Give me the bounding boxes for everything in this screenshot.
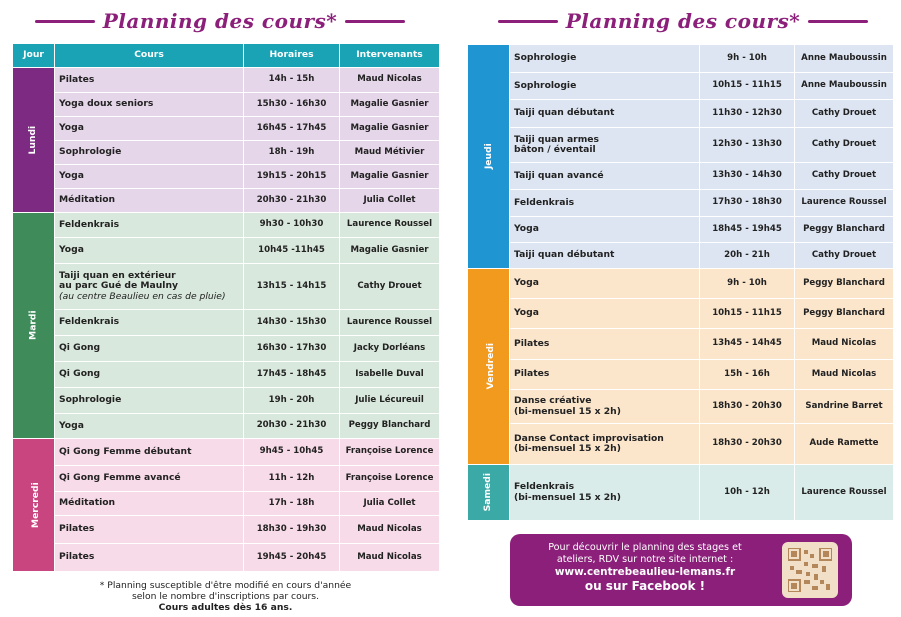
table-row xyxy=(468,73,894,100)
hours-cell: 10h45 -11h45 xyxy=(244,238,340,264)
teacher-cell: Peggy Blanchard xyxy=(795,217,894,243)
teacher-cell: Maud Nicolas xyxy=(795,360,894,390)
table-row xyxy=(13,213,440,238)
title-rule-right xyxy=(808,20,868,23)
planning-footnote xyxy=(12,580,439,613)
teacher-cell: Cathy Drouet xyxy=(795,163,894,190)
facebook-link[interactable]: ou sur Facebook ! xyxy=(584,578,706,593)
promo-text xyxy=(520,542,770,594)
course-line: Taiji quan en extérieur xyxy=(59,270,176,282)
teacher-cell: Magalie Gasnier xyxy=(340,238,440,264)
day-label-mercredi: Mercredi xyxy=(13,439,55,572)
hours-cell: 9h30 - 10h30 xyxy=(244,213,340,238)
course-cell: Pilates xyxy=(55,516,244,544)
table-row xyxy=(13,466,440,492)
course-cell: Sophrologie xyxy=(510,73,700,100)
table-row xyxy=(468,424,894,465)
title-rule-right xyxy=(345,20,405,23)
teacher-cell: Peggy Blanchard xyxy=(795,299,894,329)
course-cell-multiline xyxy=(55,264,244,310)
course-line: au parc Gué de Maulny xyxy=(59,280,178,292)
teacher-cell: Cathy Drouet xyxy=(795,243,894,269)
hours-cell: 18h45 - 19h45 xyxy=(700,217,795,243)
title-rule-left xyxy=(35,20,95,23)
course-cell-multiline xyxy=(510,424,700,465)
header-course: Cours xyxy=(55,44,244,68)
teacher-cell: Magalie Gasnier xyxy=(340,117,440,141)
course-cell: Pilates xyxy=(55,68,244,93)
course-note: (au centre Beaulieu en cas de pluie) xyxy=(59,290,226,302)
header-teacher: Intervenants xyxy=(340,44,440,68)
table-row xyxy=(468,299,894,329)
teacher-cell: Laurence Roussel xyxy=(795,465,894,521)
teacher-cell: Maud Métivier xyxy=(340,141,440,165)
hours-cell: 14h - 15h xyxy=(244,68,340,93)
course-line: Taiji quan armes xyxy=(514,133,599,145)
hours-cell: 20h - 21h xyxy=(700,243,795,269)
teacher-cell: Aude Ramette xyxy=(795,424,894,465)
title-rule-left xyxy=(498,20,558,23)
table-row xyxy=(13,68,440,93)
course-cell: Feldenkrais xyxy=(510,190,700,217)
teacher-cell: Julia Collet xyxy=(340,189,440,213)
table-row xyxy=(13,189,440,213)
hours-cell: 15h30 - 16h30 xyxy=(244,93,340,117)
footnote-age-line: Cours adultes dès 16 ans. xyxy=(158,602,293,614)
course-cell: Yoga xyxy=(55,117,244,141)
hours-cell: 10h15 - 11h15 xyxy=(700,73,795,100)
table-row xyxy=(468,465,894,521)
hours-cell: 16h30 - 17h30 xyxy=(244,336,340,362)
qr-code-icon[interactable] xyxy=(782,542,838,598)
hours-cell: 20h30 - 21h30 xyxy=(244,189,340,213)
hours-cell: 14h30 - 15h30 xyxy=(244,310,340,336)
course-line: Danse créative xyxy=(514,395,592,407)
course-cell-multiline xyxy=(510,465,700,521)
course-line: (bi-mensuel 15 x 2h) xyxy=(514,443,621,454)
table-row xyxy=(13,414,440,439)
hours-cell: 20h30 - 21h30 xyxy=(244,414,340,439)
course-cell: Pilates xyxy=(510,329,700,360)
course-cell: Yoga xyxy=(510,269,700,299)
hours-cell: 9h - 10h xyxy=(700,269,795,299)
table-row xyxy=(13,544,440,572)
course-cell: Pilates xyxy=(55,544,244,572)
table-row xyxy=(468,329,894,360)
teacher-cell: Peggy Blanchard xyxy=(795,269,894,299)
footnote-line: selon le nombre d'inscriptions par cours. xyxy=(131,591,320,603)
table-row xyxy=(468,163,894,190)
hours-cell: 15h - 16h xyxy=(700,360,795,390)
day-label-vendredi: Vendredi xyxy=(468,269,510,465)
course-cell: Yoga xyxy=(55,165,244,189)
course-cell-multiline xyxy=(510,128,700,163)
table-row xyxy=(13,117,440,141)
website-link[interactable]: www.centrebeaulieu-lemans.fr xyxy=(554,565,736,578)
hours-cell: 11h30 - 12h30 xyxy=(700,100,795,128)
day-label-mardi: Mardi xyxy=(13,213,55,439)
table-row xyxy=(468,45,894,73)
table-row xyxy=(13,264,440,310)
course-cell: Feldenkrais xyxy=(55,310,244,336)
table-row xyxy=(468,100,894,128)
hours-cell: 18h - 19h xyxy=(244,141,340,165)
hours-cell: 17h30 - 18h30 xyxy=(700,190,795,217)
course-cell: Taiji quan avancé xyxy=(510,163,700,190)
title-text: Planning des cours* xyxy=(102,9,338,33)
table-row xyxy=(13,439,440,466)
teacher-cell: Isabelle Duval xyxy=(340,362,440,388)
hours-cell: 19h15 - 20h15 xyxy=(244,165,340,189)
course-cell: Sophrologie xyxy=(55,388,244,414)
teacher-cell: Maud Nicolas xyxy=(795,329,894,360)
teacher-cell: Anne Mauboussin xyxy=(795,45,894,73)
teacher-cell: Magalie Gasnier xyxy=(340,165,440,189)
hours-cell: 11h - 12h xyxy=(244,466,340,492)
table-row xyxy=(468,269,894,299)
course-cell: Taiji quan débutant xyxy=(510,243,700,269)
hours-cell: 10h15 - 11h15 xyxy=(700,299,795,329)
table-row xyxy=(468,217,894,243)
course-cell: Yoga xyxy=(510,217,700,243)
teacher-cell: Julia Collet xyxy=(340,492,440,516)
hours-cell: 18h30 - 20h30 xyxy=(700,424,795,465)
course-line: Danse Contact improvisation xyxy=(514,432,664,444)
table-row xyxy=(13,388,440,414)
course-cell: Sophrologie xyxy=(55,141,244,165)
day-label-samedi: Samedi xyxy=(468,465,510,521)
header-hours: Horaires xyxy=(244,44,340,68)
course-cell: Feldenkrais xyxy=(55,213,244,238)
table-row xyxy=(468,390,894,424)
hours-cell: 9h - 10h xyxy=(700,45,795,73)
hours-cell: 17h45 - 18h45 xyxy=(244,362,340,388)
teacher-cell: Laurence Roussel xyxy=(795,190,894,217)
hours-cell: 12h30 - 13h30 xyxy=(700,128,795,163)
left-page-title xyxy=(30,6,410,36)
course-cell: Méditation xyxy=(55,492,244,516)
course-line: (bi-mensuel 15 x 2h) xyxy=(514,491,621,503)
title-text: Planning des cours* xyxy=(565,9,801,33)
teacher-cell: Magalie Gasnier xyxy=(340,93,440,117)
table-header-row xyxy=(13,44,440,68)
course-cell: Yoga xyxy=(55,414,244,439)
course-cell: Yoga xyxy=(510,299,700,329)
teacher-cell: Sandrine Barret xyxy=(795,390,894,424)
table-row xyxy=(468,243,894,269)
table-row xyxy=(468,190,894,217)
teacher-cell: Maud Nicolas xyxy=(340,516,440,544)
promo-line: Pour découvrir le planning des stages et xyxy=(548,542,742,553)
day-label-lundi: Lundi xyxy=(13,68,55,213)
teacher-cell: Maud Nicolas xyxy=(340,544,440,572)
right-schedule-table xyxy=(467,44,894,521)
teacher-cell: Françoise Lorence xyxy=(340,439,440,466)
right-page-title xyxy=(493,6,873,36)
course-cell: Taiji quan débutant xyxy=(510,100,700,128)
course-cell: Pilates xyxy=(510,360,700,390)
table-row xyxy=(13,310,440,336)
course-cell: Qi Gong xyxy=(55,336,244,362)
hours-cell: 17h - 18h xyxy=(244,492,340,516)
teacher-cell: Cathy Drouet xyxy=(795,100,894,128)
footnote-line: * Planning susceptible d'être modifié en cours d'année xyxy=(99,580,352,591)
course-line: Feldenkrais xyxy=(514,481,575,493)
course-line: (bi-mensuel 15 x 2h) xyxy=(514,405,621,417)
table-row xyxy=(13,165,440,189)
course-cell: Qi Gong Femme avancé xyxy=(55,466,244,492)
table-row xyxy=(13,141,440,165)
hours-cell: 13h15 - 14h15 xyxy=(244,264,340,310)
course-cell-multiline xyxy=(510,390,700,424)
hours-cell: 18h30 - 20h30 xyxy=(700,390,795,424)
hours-cell: 19h45 - 20h45 xyxy=(244,544,340,572)
table-row xyxy=(13,336,440,362)
teacher-cell: Jacky Dorléans xyxy=(340,336,440,362)
hours-cell: 13h30 - 14h30 xyxy=(700,163,795,190)
course-cell: Yoga xyxy=(55,238,244,264)
table-row xyxy=(13,362,440,388)
course-line: bâton / éventail xyxy=(514,144,596,155)
course-cell: Sophrologie xyxy=(510,45,700,73)
teacher-cell: Cathy Drouet xyxy=(795,128,894,163)
course-cell: Yoga doux seniors xyxy=(55,93,244,117)
hours-cell: 16h45 - 17h45 xyxy=(244,117,340,141)
qr-code-graphic xyxy=(788,548,832,592)
header-day: Jour xyxy=(13,44,55,68)
table-row xyxy=(13,492,440,516)
course-cell: Méditation xyxy=(55,189,244,213)
teacher-cell: Maud Nicolas xyxy=(340,68,440,93)
teacher-cell: Laurence Roussel xyxy=(340,213,440,238)
teacher-cell: Julie Lécureuil xyxy=(340,388,440,414)
hours-cell: 9h45 - 10h45 xyxy=(244,439,340,466)
table-row xyxy=(468,128,894,163)
teacher-cell: Cathy Drouet xyxy=(340,264,440,310)
table-row xyxy=(13,238,440,264)
hours-cell: 18h30 - 19h30 xyxy=(244,516,340,544)
table-row xyxy=(13,93,440,117)
left-schedule-table xyxy=(12,43,440,572)
course-cell: Qi Gong Femme débutant xyxy=(55,439,244,466)
teacher-cell: Anne Mauboussin xyxy=(795,73,894,100)
hours-cell: 13h45 - 14h45 xyxy=(700,329,795,360)
course-cell: Qi Gong xyxy=(55,362,244,388)
table-row xyxy=(13,516,440,544)
hours-cell: 10h - 12h xyxy=(700,465,795,521)
teacher-cell: Françoise Lorence xyxy=(340,466,440,492)
hours-cell: 19h - 20h xyxy=(244,388,340,414)
day-label-jeudi: Jeudi xyxy=(468,45,510,269)
teacher-cell: Laurence Roussel xyxy=(340,310,440,336)
website-promo-box xyxy=(510,534,852,606)
teacher-cell: Peggy Blanchard xyxy=(340,414,440,439)
promo-line: ateliers, RDV sur notre site internet : xyxy=(556,553,734,565)
table-row xyxy=(468,360,894,390)
